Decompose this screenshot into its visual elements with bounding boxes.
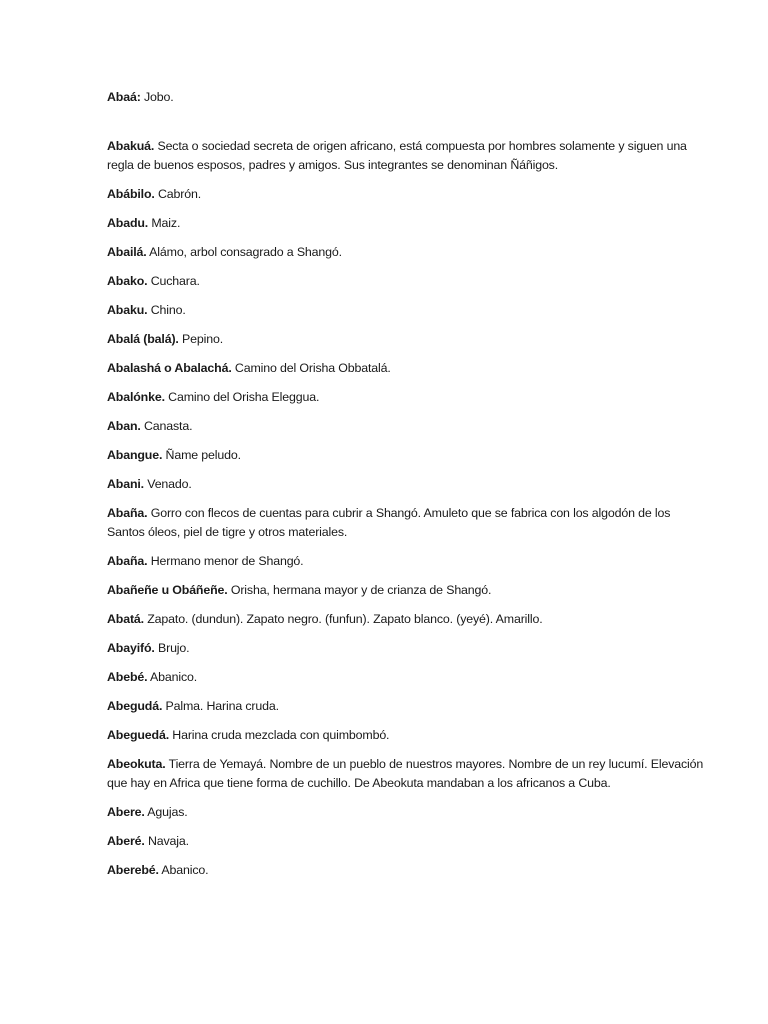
entry-term: Aberé.	[107, 834, 145, 848]
entry-term: Abako.	[107, 274, 148, 288]
entry-abalasha	[107, 359, 707, 378]
entry-definition: Jobo.	[140, 90, 174, 104]
entry-abebe	[107, 668, 707, 687]
entry-abaila	[107, 243, 707, 262]
entry-definition: Orisha, hermana mayor y de crianza de Shangó.	[227, 583, 492, 597]
entry-aberebe	[107, 861, 707, 880]
entry-abaku	[107, 301, 707, 320]
entry-abangue	[107, 446, 707, 465]
entry-definition: Camino del Orisha Obbatalá.	[231, 361, 391, 375]
entry-definition: Palma. Harina cruda.	[162, 699, 279, 713]
entry-abana-1	[107, 504, 707, 542]
entry-definition: Gorro con flecos de cuentas para cubrir a Shangó. Amuleto que se fabrica con los algodón de los Santos óleos, piel de tigre y otros materiales.	[107, 506, 671, 539]
entry-definition: Alámo, arbol consagrado a Shangó.	[146, 245, 342, 259]
entry-term: Aberebé.	[107, 863, 159, 877]
entry-definition: Agujas.	[144, 805, 188, 819]
entry-term: Aban.	[107, 419, 141, 433]
entry-abadu	[107, 214, 707, 233]
entry-abalonke	[107, 388, 707, 407]
entry-definition: Ñame peludo.	[162, 448, 241, 462]
entry-term: Abeguedá.	[107, 728, 169, 742]
entry-abana-2	[107, 552, 707, 571]
entry-term: Abañeñe u Obáñeñe.	[107, 583, 228, 597]
entry-definition: Zapato. (dundun). Zapato negro. (funfun). Zapato blanco. (yeyé). Amarillo.	[143, 612, 543, 626]
entry-abala	[107, 330, 707, 349]
entry-abegueda	[107, 726, 707, 745]
entry-term: Abalónke.	[107, 390, 165, 404]
entry-term: Abegudá.	[107, 699, 163, 713]
entry-definition: Tierra de Yemayá. Nombre de un pueblo de nuestros mayores. Nombre de un rey lucumí. Elevación que hay en Africa que tiene forma de cuchillo. De Abeokuta mandaban a los africanos a Cuba.	[107, 757, 704, 790]
entry-definition: Cabrón.	[154, 187, 202, 201]
entry-term: Abani.	[107, 477, 144, 491]
entry-abata	[107, 610, 707, 629]
entry-abayifo	[107, 639, 707, 658]
entry-definition: Abanico.	[158, 863, 209, 877]
entry-term: Abangue.	[107, 448, 163, 462]
entry-abanene	[107, 581, 707, 600]
entry-abakua	[107, 137, 707, 175]
entry-abani	[107, 475, 707, 494]
entry-abere	[107, 803, 707, 822]
entry-term: Abaña.	[107, 554, 148, 568]
entry-term: Abalashá o Abalachá.	[107, 361, 232, 375]
entry-definition: Hermano menor de Shangó.	[147, 554, 304, 568]
entry-definition: Navaja.	[144, 834, 189, 848]
entry-abeokuta	[107, 755, 707, 793]
entry-term: Abakuá.	[107, 139, 155, 153]
entry-abaa	[107, 88, 707, 107]
entry-abeguda	[107, 697, 707, 716]
entry-definition: Abanico.	[147, 670, 198, 684]
entry-definition: Brujo.	[154, 641, 190, 655]
entry-term: Abalá (balá).	[107, 332, 179, 346]
entry-abere-2	[107, 832, 707, 851]
entry-definition: Chino.	[147, 303, 186, 317]
entry-abako	[107, 272, 707, 291]
entry-term: Abeokuta.	[107, 757, 166, 771]
entry-term: Abaá:	[107, 90, 141, 104]
entry-term: Abaku.	[107, 303, 148, 317]
entry-abbabilo	[107, 185, 707, 204]
entry-definition: Cuchara.	[147, 274, 200, 288]
entry-definition: Camino del Orisha Eleggua.	[164, 390, 320, 404]
entry-term: Abebé.	[107, 670, 148, 684]
document-page	[107, 88, 707, 890]
entry-term: Abatá.	[107, 612, 144, 626]
entry-term: Abaña.	[107, 506, 148, 520]
entry-definition: Secta o sociedad secreta de origen africano, está compuesta por hombres solamente y siguen una regla de buenos esposos, padres y amigos. Sus integrantes se denominan Ñáñigos.	[107, 139, 687, 172]
entry-term: Abadu.	[107, 216, 149, 230]
entry-term: Abábilo.	[107, 187, 155, 201]
entry-definition: Pepino.	[178, 332, 224, 346]
entry-definition: Canasta.	[140, 419, 193, 433]
entry-aban	[107, 417, 707, 436]
entry-term: Abailá.	[107, 245, 147, 259]
entry-term: Abayifó.	[107, 641, 155, 655]
entry-term: Abere.	[107, 805, 145, 819]
entry-definition: Maiz.	[148, 216, 181, 230]
entry-definition: Venado.	[143, 477, 192, 491]
entry-definition: Harina cruda mezclada con quimbombó.	[169, 728, 390, 742]
